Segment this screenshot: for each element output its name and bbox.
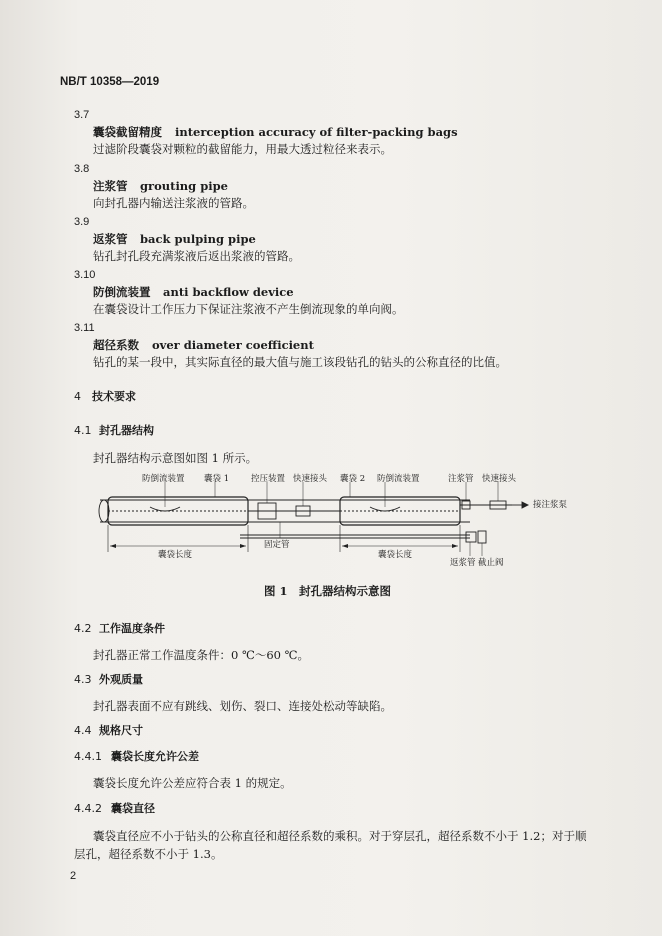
label-fixed-pipe: 固定管: [264, 540, 290, 550]
anti-backflow-device-2: [370, 507, 400, 511]
term-en: grouting pipe: [140, 179, 228, 193]
section-title: 工作温度条件: [99, 622, 165, 635]
section-title: 囊袋长度允许公差: [111, 750, 199, 763]
anti-backflow-device-1: [150, 507, 180, 511]
term-number: 3.8: [74, 163, 90, 175]
stop-valve: [478, 531, 486, 543]
section-number: 4: [74, 390, 81, 403]
term-definition: 钻孔的某一段中，其实际直径的最大值与施工该段钻孔的钻头的公称直径的比值。: [93, 355, 507, 369]
label-bag-length-2: 囊袋长度: [378, 550, 413, 560]
section-title: 囊袋直径: [111, 802, 155, 815]
doc-header-id: NB/T 10358—2019: [60, 76, 160, 88]
section-number: 4.4.1: [74, 750, 102, 763]
section-body: 封孔器正常工作温度条件：0 ℃～60 ℃。: [93, 648, 309, 662]
label-return-pipe: 返浆管: [450, 558, 476, 568]
section-body: 封孔器结构示意图如图 1 所示。: [93, 451, 258, 465]
section-body-line-1: 囊袋直径应不小于钻头的公称直径和超径系数的乘积。对于穿层孔，超径系数不小于 1.2；对于顺: [93, 829, 587, 843]
return-pipe-joint: [466, 532, 476, 542]
term-definition: 向封孔器内输送注浆液的管路。: [93, 196, 254, 210]
section-number: 4.1: [74, 424, 92, 437]
label-stop-valve: 截止阀: [478, 558, 504, 568]
term-en: over diameter coefficient: [152, 338, 314, 352]
label-quick-joint-1: 快速接头: [293, 474, 328, 484]
section-title: 外观质量: [99, 673, 143, 686]
term-definition: 过滤阶段囊袋对颗粒的截留能力，用最大透过粒径来表示。: [93, 142, 392, 156]
term-en: back pulping pipe: [140, 232, 256, 246]
term-cn: 超径系数: [93, 338, 139, 352]
term-number: 3.10: [74, 269, 96, 281]
term-en: interception accuracy of filter-packing bags: [175, 125, 458, 139]
label-grouting-pipe: 注浆管: [448, 474, 474, 484]
term-cn: 防倒流装置: [93, 285, 151, 299]
label-to-pump: 接注浆泵: [533, 500, 568, 510]
section-number: 4.4.2: [74, 802, 102, 815]
label-anti-backflow-1: 防倒流装置: [142, 474, 185, 484]
label-bag-1: 囊袋 1: [204, 474, 230, 484]
label-quick-joint-2: 快速接头: [482, 474, 517, 484]
section-title: 规格尺寸: [99, 724, 143, 737]
section-number: 4.4: [74, 724, 92, 737]
term-cn: 返浆管: [93, 232, 128, 246]
label-bag-length-1: 囊袋长度: [158, 550, 193, 560]
section-body-line-2: 层孔，超径系数不小于 1.3。: [74, 847, 223, 861]
term-number: 3.9: [74, 216, 90, 228]
section-title: 技术要求: [92, 390, 136, 403]
section-body: 囊袋长度允许公差应符合表 1 的规定。: [93, 776, 292, 790]
page-number: 2: [70, 870, 77, 882]
term-number: 3.7: [74, 109, 90, 121]
term-cn: 囊袋截留精度: [93, 125, 162, 139]
label-anti-backflow-2: 防倒流装置: [377, 474, 420, 484]
section-number: 4.2: [74, 622, 92, 635]
term-number: 3.11: [74, 322, 95, 334]
figure-caption: 图 1 封孔器结构示意图: [264, 584, 392, 598]
section-body: 封孔器表面不应有跳线、划伤、裂口、连接处松动等缺陷。: [93, 699, 392, 713]
section-number: 4.3: [74, 673, 92, 686]
label-bag-2: 囊袋 2: [340, 474, 366, 484]
term-definition: 在囊袋设计工作压力下保证注浆液不产生倒流现象的单向阀。: [93, 302, 404, 316]
section-title: 封孔器结构: [99, 424, 154, 437]
label-pressure-control: 控压装置: [251, 474, 286, 484]
term-definition: 钻孔封孔段充满浆液后返出浆液的管路。: [93, 249, 300, 263]
term-cn: 注浆管: [93, 179, 128, 193]
term-en: anti backflow device: [163, 285, 294, 299]
